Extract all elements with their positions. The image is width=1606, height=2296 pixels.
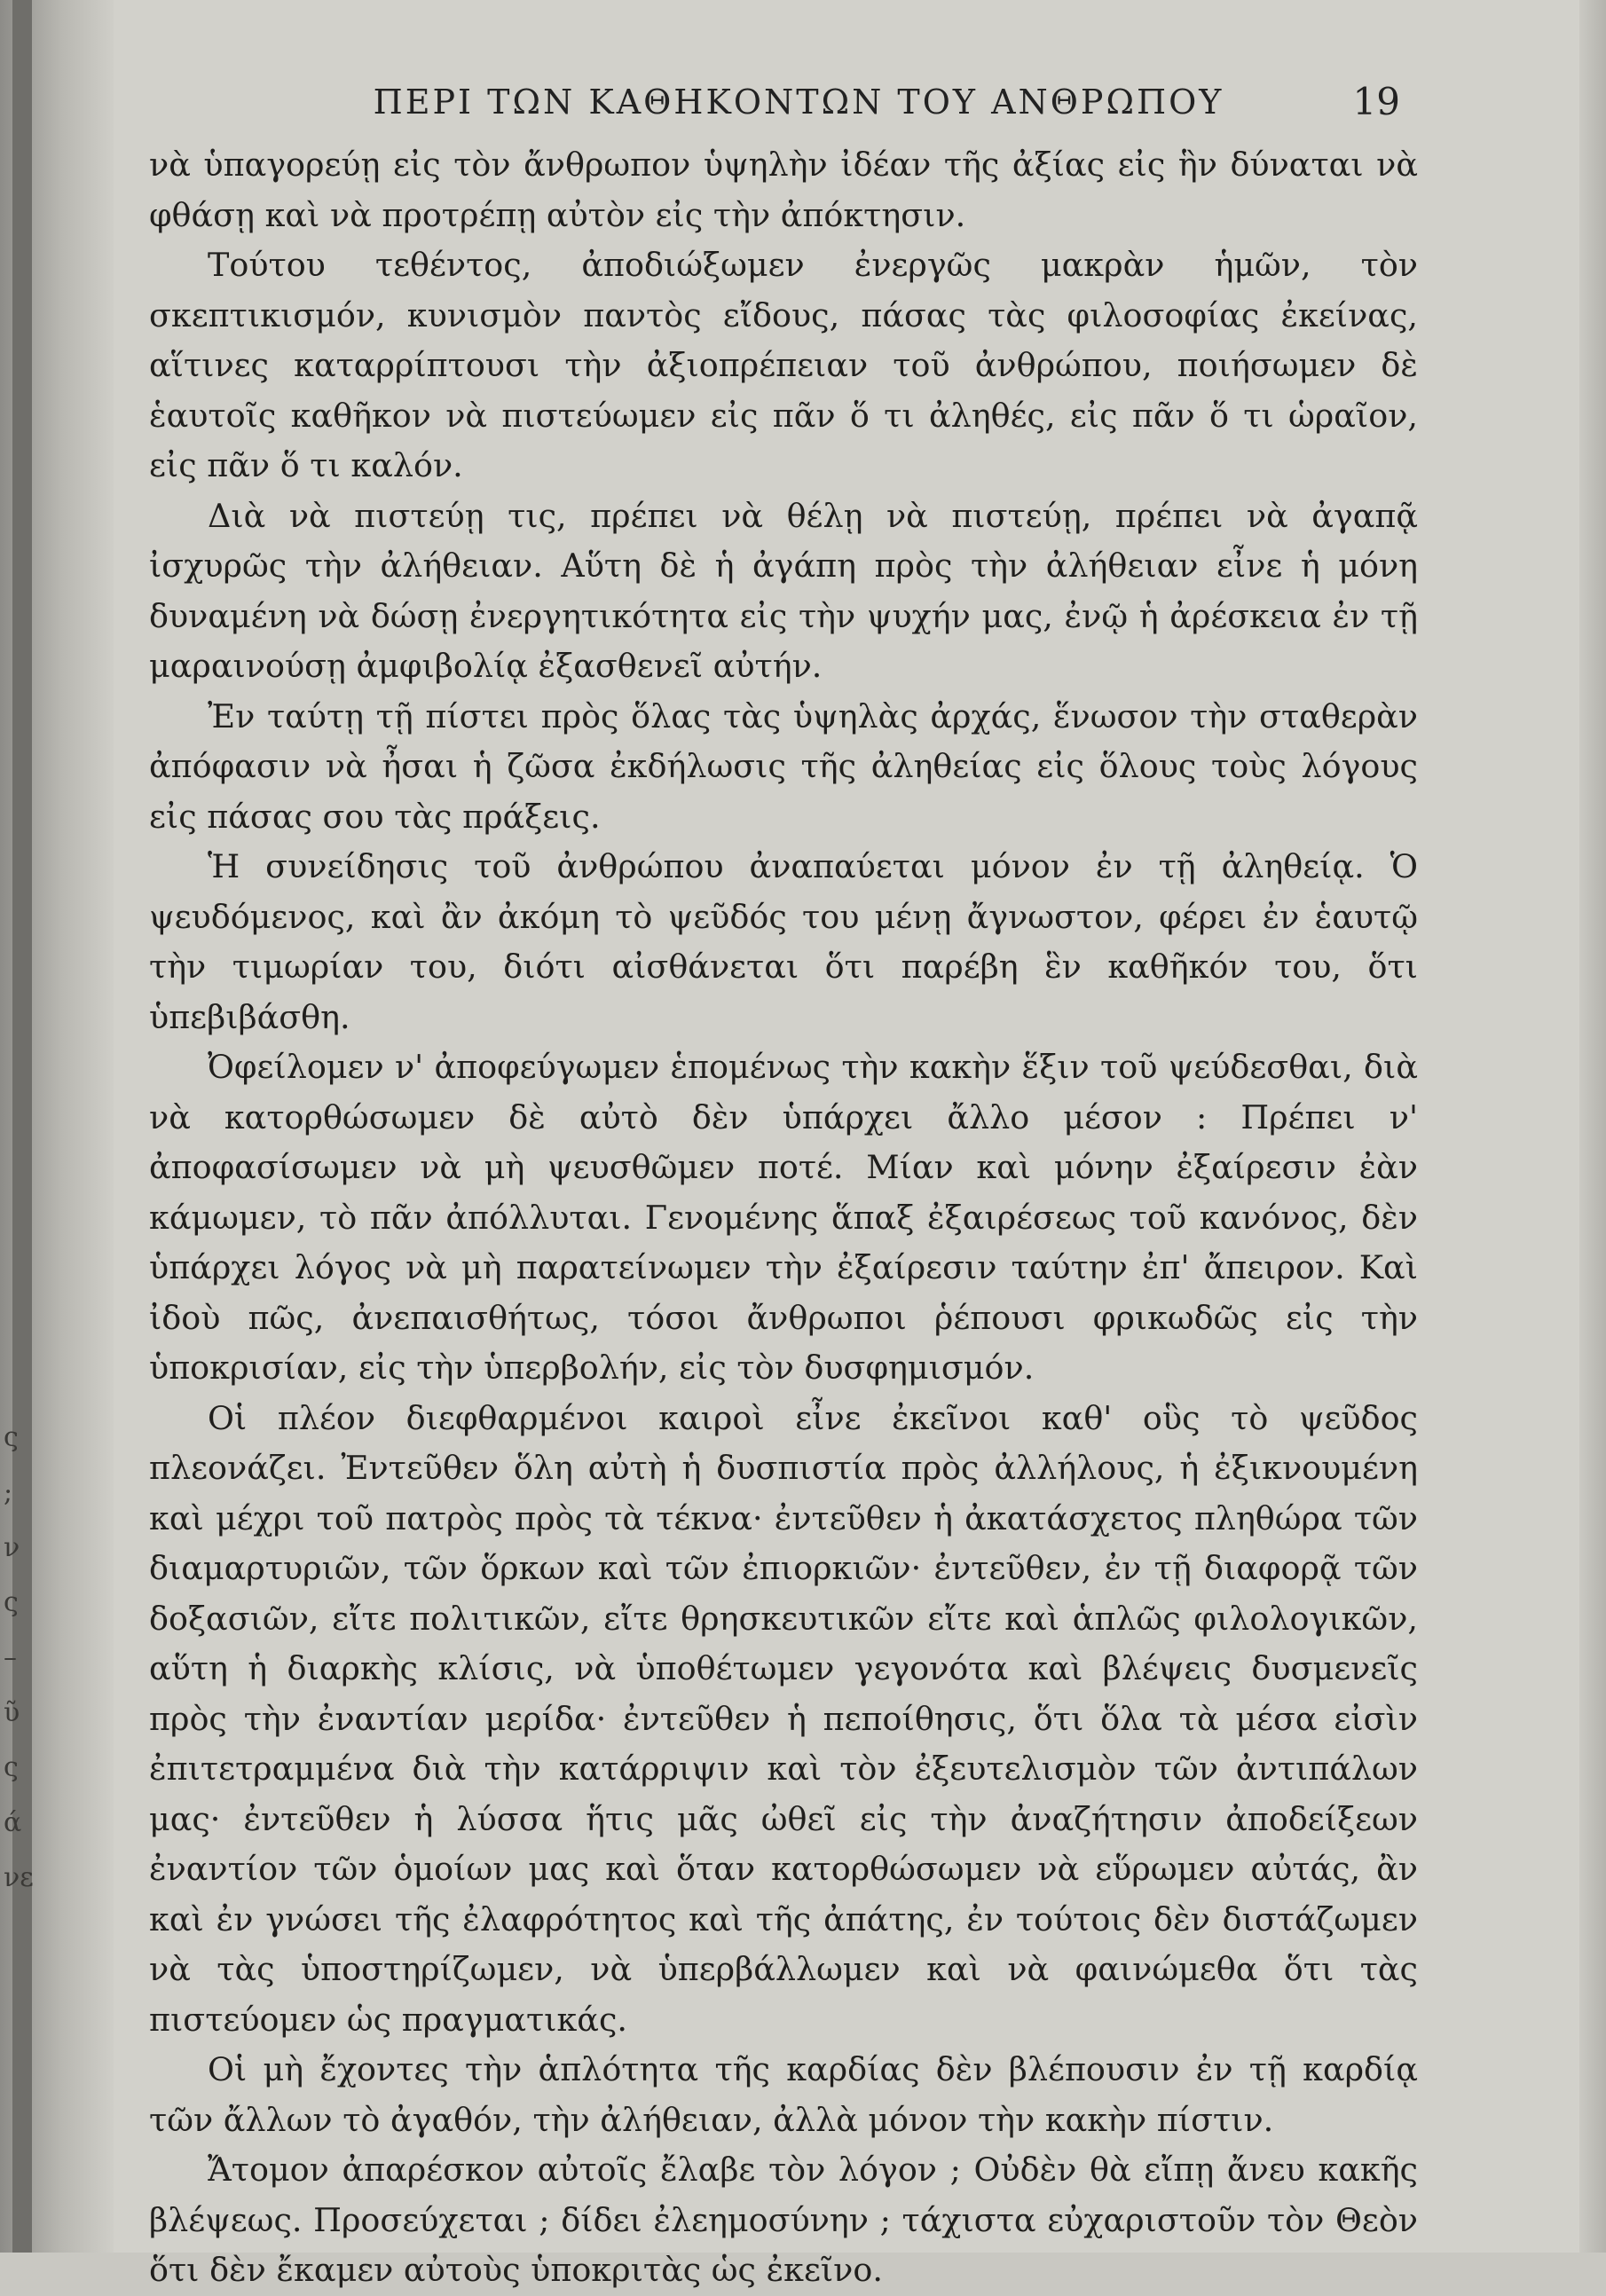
facing-page-fragment: ς <box>4 1422 19 1453</box>
paragraph: Ἐν ταύτῃ τῇ πίστει πρὸς ὅλας τὰς ὑψηλὰς ἀρχάς, ἕνωσον τὴν σταθερὰν ἀπόφασιν νὰ ἦσαι ἡ ζῶσα ἐκδήλωσις τῆς ἀληθείας εἰς ὅλους τοὺς λόγους εἰς πάσας σου τὰς πράξεις. <box>149 696 1418 836</box>
paragraph: Ἄτομον ἀπαρέσκον αὐτοῖς ἔλαβε τὸν λόγον ; Οὐδὲν θὰ εἴπῃ ἄνευ κακῆς βλέψεως. Προσεύχεται ; δίδει ἐλεημοσύνην ; τάχιστα εὐχαριστοῦν τὸν Θεὸν ὅτι δὲν ἔκαμεν αὐτοὺς ὑποκριτὰς ὡς ἐκεῖνο. <box>149 2151 1418 2289</box>
body-text <box>149 140 1418 2296</box>
paragraph: Οἱ πλέον διεφθαρμένοι καιροὶ εἶνε ἐκεῖνοι καθ' οὓς τὸ ψεῦδος πλεονάζει. Ἐντεῦθεν ὅλη αὐτὴ ἡ δυσπιστία πρὸς ἀλλήλους, ἡ ἐξικνουμένη καὶ μέχρι τοῦ πατρὸς πρὸς τὰ τέκνα· ἐντεῦθεν ἡ ἀκατάσχετος πληθώρα τῶν διαμαρτυριῶν, τῶν ὅρκων καὶ τῶν ἐπιορκιῶν· ἐντεῦθεν, ἐν τῇ διαφορᾷ τῶν δοξασιῶν, εἴτε πολιτικῶν, εἴτε θρησκευτικῶν εἴτε καὶ ἁπλῶς φιλολογικῶν, αὕτη ἡ διαρκὴς κλίσις, νὰ ὑποθέτωμεν γεγονότα καὶ βλέψεις δυσμενεῖς πρὸς τὴν ἐναντίαν μερίδα· ἐντεῦθεν ἡ πεποίθησις, ὅτι ὅλα τὰ μέσα εἰσὶν ἐπιτετραμμένα διὰ τὴν κατάρριψιν καὶ τὸν ἐξευτελισμὸν τῶν ἀντιπάλων μας· ἐντεῦθεν ἡ λύσσα ἥτις μᾶς ὠθεῖ εἰς τὴν ἀναζήτησιν ἀποδείξεων ἐναντίον τῶν ὁμοίων μας καὶ ὅταν κατορθώσωμεν νὰ εὕρωμεν αὐτάς, ἂν καὶ ἐν γνώσει τῆς ἐλαφρότητος καὶ τῆς ἀπάτης, ἐν τούτοις δὲν διστάζωμεν νὰ τὰς ὑποστηρίζωμεν, νὰ ὑπερβάλλωμεν καὶ νὰ φαινώμεθα ὅτι τὰς πιστεύομεν ὡς πραγματικάς. <box>149 1398 1418 2039</box>
page-number: 19 <box>1352 80 1400 123</box>
paragraph: Ὀφείλομεν ν' ἀποφεύγωμεν ἑπομένως τὴν κακὴν ἕξιν τοῦ ψεύδεσθαι, διὰ νὰ κατορθώσωμεν δὲ αὐτὸ δὲν ὑπάρχει ἄλλο μέσον : Πρέπει ν' ἀποφασίσωμεν νὰ μὴ ψευσθῶμεν ποτέ. Μίαν καὶ μόνην ἐξαίρεσιν ἐὰν κάμωμεν, τὸ πᾶν ἀπόλλυται. Γενομένης ἅπαξ ἐξαιρέσεως τοῦ κανόνος, δὲν ὑπάρχει λόγος νὰ μὴ παρατείνωμεν τὴν ἐξαίρεσιν ταύτην ἐπ' ἄπειρον. Καὶ ἰδοὺ πῶς, ἀνεπαισθήτως, τόσοι ἄνθρωποι ῥέπουσι φρικωδῶς εἰς τὴν ὑποκρισίαν, εἰς τὴν ὑπερβολήν, εἰς τὸν δυσφημισμόν. <box>149 1048 1418 1387</box>
running-title: ΠΕΡΙ ΤΩΝ ΚΑΘΗΚΟΝΤΩΝ ΤΟΥ ΑΝΘΡΩΠΟΥ <box>373 83 1224 122</box>
facing-page-fragment: νε <box>4 1862 34 1893</box>
book-spine-shadow <box>12 0 32 2253</box>
paragraph: νὰ ὑπαγορεύῃ εἰς τὸν ἄνθρωπον ὑψηλὴν ἰδέαν τῆς ἀξίας εἰς ἣν δύναται νὰ φθάσῃ καὶ νὰ προτρέπῃ αὐτὸν εἰς τὴν ἀπόκτησιν. <box>149 145 1418 234</box>
paragraph: Διὰ νὰ πιστεύῃ τις, πρέπει νὰ θέλῃ νὰ πιστεύῃ, πρέπει νὰ ἀγαπᾷ ἰσχυρῶς τὴν ἀλήθειαν. Αὕτη δὲ ἡ ἀγάπη πρὸς τὴν ἀλήθειαν εἶνε ἡ μόνη δυναμένη νὰ δώσῃ ἐνεργητικότητα εἰς τὴν ψυχήν μας, ἐνῷ ἡ ἀρέσκεια ἐν τῇ μαραινούσῃ ἀμφιβολίᾳ ἐξασθενεῖ αὐτήν. <box>149 496 1418 685</box>
paragraph: Τούτου τεθέντος, ἀποδιώξωμεν ἐνεργῶς μακρὰν ἡμῶν, τὸν σκεπτικισμόν, κυνισμὸν παντὸς εἴδους, πάσας τὰς φιλοσοφίας ἐκείνας, αἵτινες καταρρίπτουσι τὴν ἀξιοπρέπειαν τοῦ ἀνθρώπου, ποιήσωμεν δὲ ἑαυτοῖς καθῆκον νὰ πιστεύωμεν εἰς πᾶν ὅ τι ἀληθές, εἰς πᾶν ὅ τι ὡραῖον, εἰς πᾶν ὅ τι καλόν. <box>149 246 1418 484</box>
book-page <box>114 0 1606 2289</box>
page-right-edge <box>1579 0 1606 2253</box>
facing-page-fragment: ν <box>4 1532 20 1563</box>
page-header <box>114 71 1606 133</box>
paragraph: Οἱ μὴ ἔχοντες τὴν ἁπλότητα τῆς καρδίας δὲν βλέπουσιν ἐν τῇ καρδίᾳ τῶν ἄλλων τὸ ἀγαθόν, τὴν ἀλήθειαν, ἀλλὰ μόνον τὴν κακὴν πίστιν. <box>149 2050 1418 2139</box>
facing-page-fragment: ς <box>4 1587 19 1618</box>
paragraph: Ἡ συνείδησις τοῦ ἀνθρώπου ἀναπαύεται μόνον ἐν τῇ ἀληθείᾳ. Ὁ ψευδόμενος, καὶ ἂν ἀκόμη τὸ ψεῦδός του μένῃ ἄγνωστον, φέρει ἐν ἑαυτῷ τὴν τιμωρίαν του, διότι αἰσθάνεται ὅτι παρέβη ἓν καθῆκόν του, ὅτι ὑπεβιβάσθη. <box>149 847 1418 1036</box>
facing-page-fragments <box>0 1411 32 1906</box>
facing-page-fragment: ς <box>4 1752 19 1783</box>
left-page-gutter <box>0 0 114 2253</box>
facing-page-fragment: ; <box>4 1477 13 1508</box>
facing-page-fragment: ά <box>4 1807 22 1838</box>
facing-page-fragment: – <box>4 1642 17 1673</box>
facing-page-fragment: ῦ <box>4 1697 20 1728</box>
